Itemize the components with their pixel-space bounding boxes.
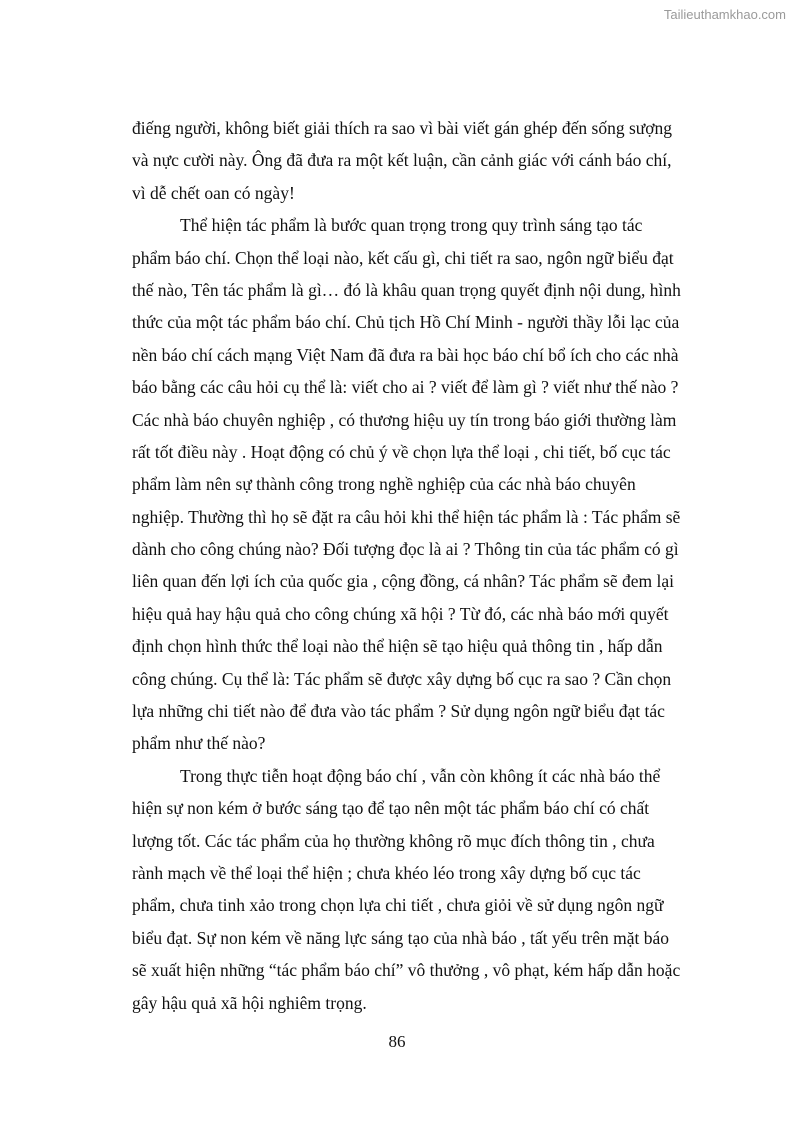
text-line: biểu đạt. Sự non kém về năng lực sáng tạo của nhà báo , tất yếu trên mặt báo xyxy=(132,927,670,948)
text-line: dành cho công chúng nào? Đối tượng đọc là ai ? Thông tin của tác phẩm có gì xyxy=(132,539,679,560)
text-line: phẩm, chưa tinh xảo trong chọn lựa chi tiết , chưa giỏi về sử dụng ngôn ngữ xyxy=(132,895,664,916)
text-line: sẽ xuất hiện những “tác phẩm báo chí” vô thưởng , vô phạt, kém hấp dẫn hoặc xyxy=(132,960,681,981)
text-line: báo bằng các câu hỏi cụ thể là: viết cho ai ? viết để làm gì ? viết như thế nào ? xyxy=(132,377,679,398)
text-line: điếng người, không biết giải thích ra sao vì bài viết gán ghép đến sống sượng xyxy=(132,118,673,138)
text-line: rành mạch về thể loại thể hiện ; chưa khéo léo trong xây dựng bố cục tác xyxy=(132,862,641,883)
text-line: liên quan đến lợi ích của quốc gia , cộng đồng, cá nhân? Tác phẩm sẽ đem lại xyxy=(132,571,675,592)
text-line: nghiệp. Thường thì họ sẽ đặt ra câu hỏi khi thể hiện tác phẩm là : Tác phẩm sẽ xyxy=(132,506,681,527)
text-line: lượng tốt. Các tác phẩm của họ thường không rõ mục đích thông tin , chưa xyxy=(132,830,655,851)
text-line: phẩm như thế nào? xyxy=(132,733,266,754)
text-line: công chúng. Cụ thể là: Tác phẩm sẽ được xây dựng bố cục ra sao ? Cần chọn xyxy=(132,668,672,689)
paragraph-first-line: Thể hiện tác phẩm là bước quan trọng trong quy trình sáng tạo tác xyxy=(180,215,643,236)
text-line: hiệu quả hay hậu quả cho công chúng xã hội ? Từ đó, các nhà báo mới quyết xyxy=(132,603,669,624)
text-line: phẩm báo chí. Chọn thể loại nào, kết cấu gì, chi tiết ra sao, ngôn ngữ biểu đạt xyxy=(132,247,674,268)
page-number: 86 xyxy=(388,1032,406,1051)
text-line: định chọn hình thức thể loại nào thể hiện sẽ tạo hiệu quả thông tin , hấp dẫn xyxy=(132,636,663,657)
text-line: phẩm làm nên sự thành công trong nghề nghiệp của các nhà báo chuyên xyxy=(132,474,636,495)
document-body xyxy=(132,112,718,1019)
text-line: thế nào, Tên tác phẩm là gì… đó là khâu quan trọng quyết định nội dung, hình xyxy=(132,279,681,300)
text-line: gây hậu quả xã hội nghiêm trọng. xyxy=(132,992,367,1013)
text-line: Các nhà báo chuyên nghiệp , có thương hiệu uy tín trong báo giới thường làm xyxy=(132,409,677,430)
text-line: nền báo chí cách mạng Việt Nam đã đưa ra bài học báo chí bổ ích cho các nhà xyxy=(132,344,679,365)
text-line: và nực cười này. Ông đã đưa ra một kết luận, cần cảnh giác với cánh báo chí, xyxy=(132,150,672,171)
text-line: lựa những chi tiết nào để đưa vào tác phẩm ? Sử dụng ngôn ngữ biểu đạt tác xyxy=(132,701,665,722)
text-line: vì dễ chết oan có ngày! xyxy=(132,182,295,203)
text-line: thức của một tác phẩm báo chí. Chủ tịch Hồ Chí Minh - người thầy lỗi lạc của xyxy=(132,312,680,333)
watermark-text: Tailieuthamkhao.com xyxy=(663,7,786,22)
text-line: hiện sự non kém ở bước sáng tạo để tạo nên một tác phẩm báo chí có chất xyxy=(132,798,650,819)
text-line: rất tốt điều này . Hoạt động có chủ ý về chọn lựa thể loại , chi tiết, bố cục tác xyxy=(132,441,671,462)
paragraph-first-line: Trong thực tiễn hoạt động báo chí , vẫn còn không ít các nhà báo thể xyxy=(180,765,661,786)
